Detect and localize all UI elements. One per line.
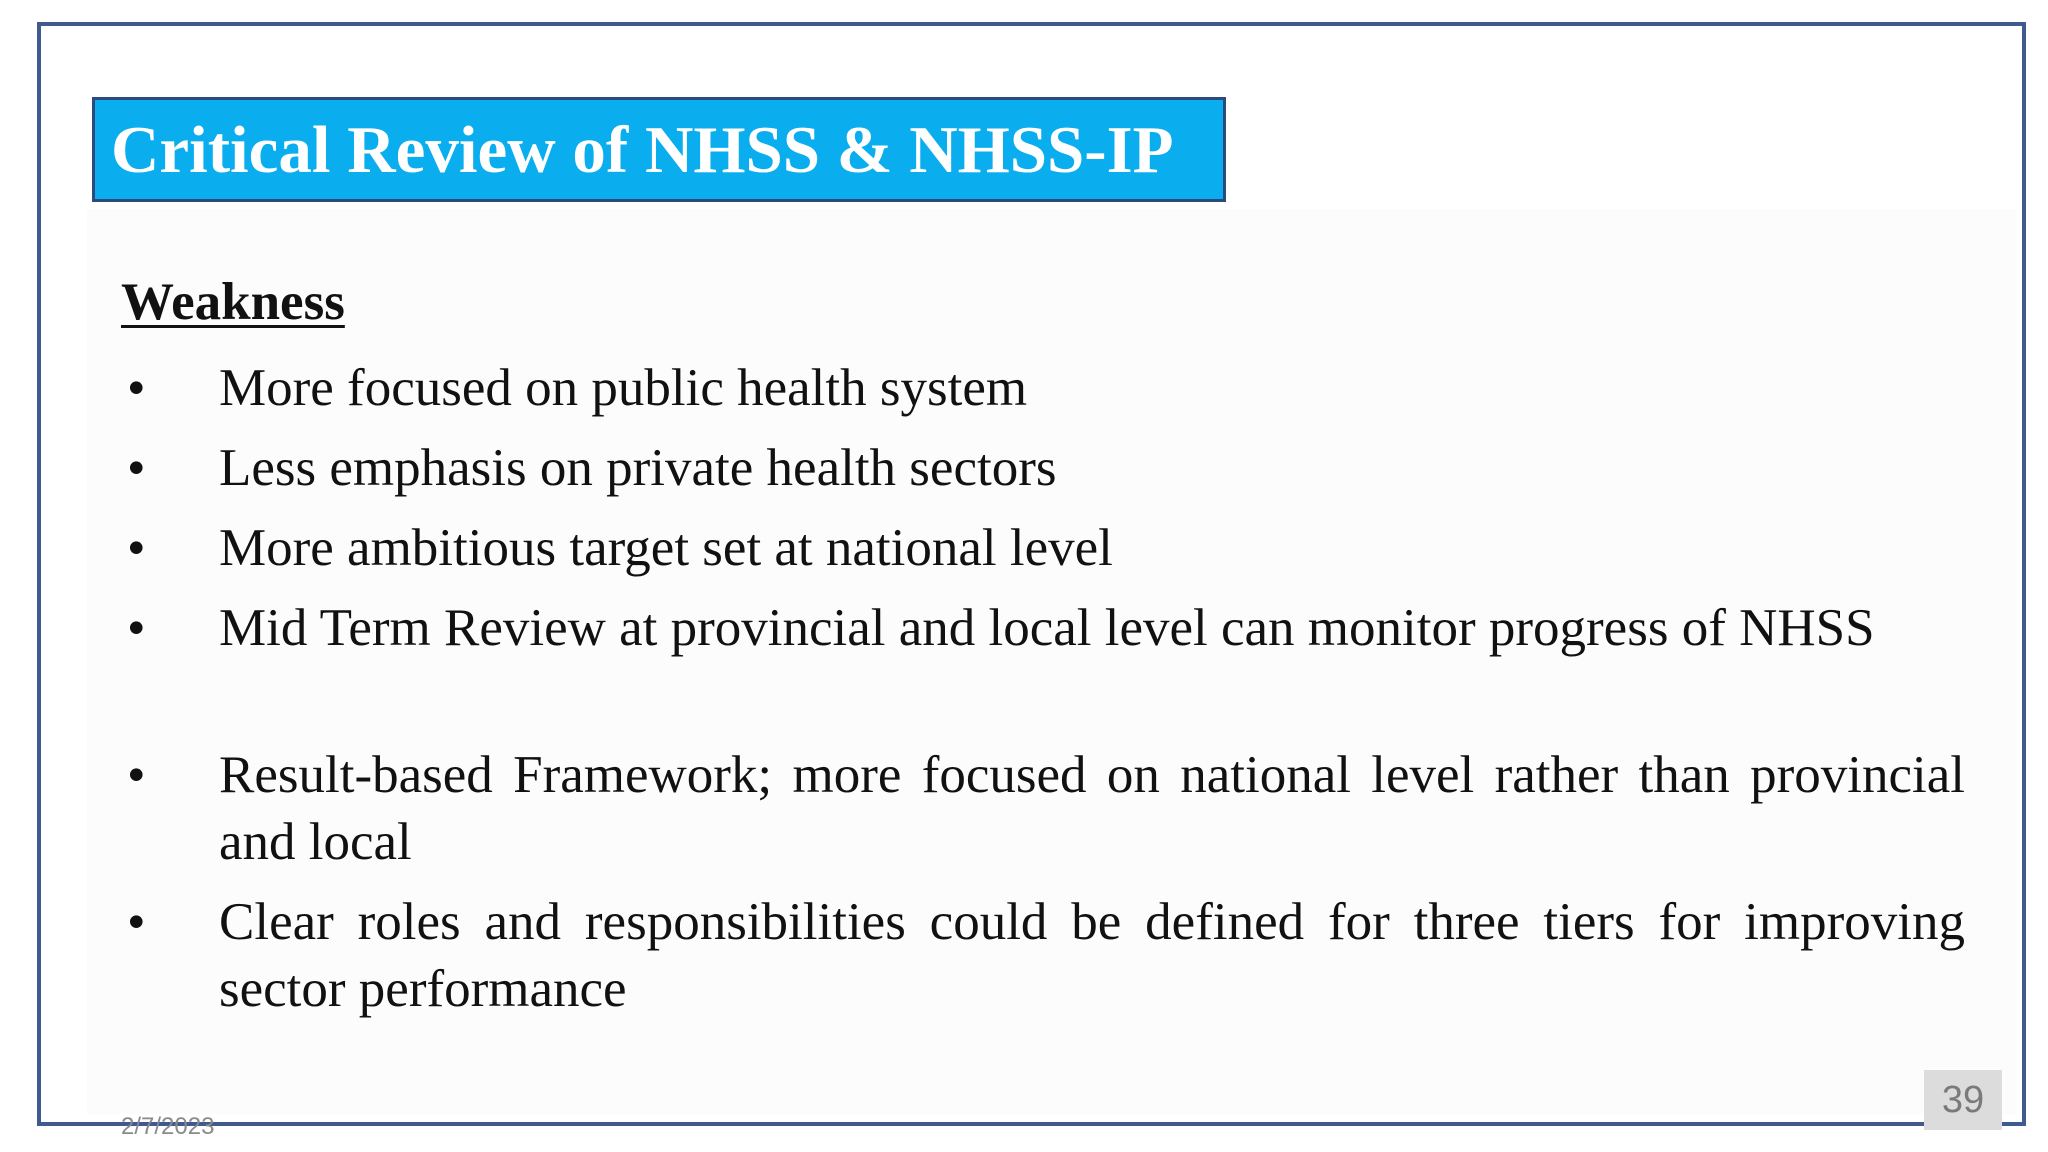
bullet-text: More focused on public health system (219, 359, 1028, 417)
bullet-text: More ambitious target set at national level (219, 519, 1113, 577)
bullet-text: Result-based Framework; more focused on national level rather than provincial and local (219, 746, 1965, 871)
title-banner (92, 97, 1226, 202)
bullet-icon: • (127, 746, 146, 804)
bullet-text: Clear roles and responsibilities could be defined for three tiers for improving sector performance (219, 893, 1965, 1018)
section-heading: Weakness (121, 273, 345, 331)
bullet-text: Mid Term Review at provincial and local level can monitor progress of NHSS (219, 599, 1875, 657)
bullet-icon: • (127, 439, 146, 497)
slide-title: Critical Review of NHSS & NHSS-IP (111, 113, 1174, 187)
page-number-badge (1924, 1070, 2002, 1130)
bullet-icon: • (127, 599, 146, 657)
slide-frame (37, 22, 2026, 1140)
bullet-icon: • (127, 519, 146, 577)
slide-date: 2/7/2023 (121, 1113, 215, 1140)
bullet-icon: • (127, 359, 146, 417)
page-number: 39 (1941, 1079, 1985, 1121)
bullet-text: Less emphasis on private health sectors (219, 439, 1057, 497)
bullet-icon: • (127, 893, 146, 951)
